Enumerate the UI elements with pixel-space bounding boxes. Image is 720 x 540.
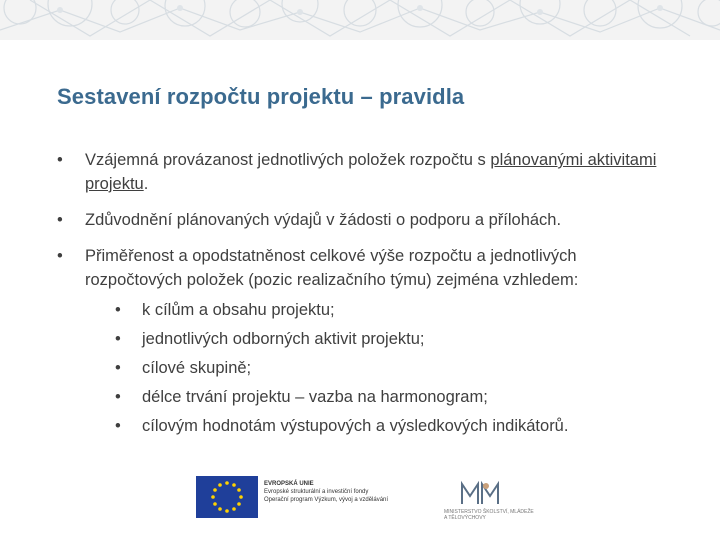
sub-bullet-list — [85, 296, 657, 441]
eu-flag-icon — [196, 476, 258, 518]
sub-bullet-text: délce trvání projektu – vazba na harmonogram; — [142, 388, 488, 406]
bullet-item-3 — [57, 244, 657, 441]
eu-logo-text — [264, 480, 439, 504]
bullet-1-text-start: Vzájemná provázanost jednotlivých položek rozpočtu s — [85, 151, 491, 169]
sub-bullet-dot: • — [115, 388, 121, 406]
bullet-1-underlined-text: plánovanými aktivitami projektu — [85, 151, 657, 193]
sub-bullet-text: jednotlivých odborných aktivit projektu; — [142, 330, 425, 348]
sub-bullet-item — [85, 325, 657, 354]
sub-bullet-dot: • — [115, 417, 121, 435]
eu-title: EVROPSKÁ UNIE — [264, 481, 314, 487]
slide-title: Sestavení rozpočtu projektu – pravidla — [57, 84, 465, 109]
bullet-item-1 — [57, 148, 657, 196]
sub-bullet-item — [85, 354, 657, 383]
bullet-2-text: Zdůvodnění plánovaných výdajů v žádosti o podporu a přílohách. — [85, 211, 562, 229]
bullet-1-text-end: . — [143, 175, 149, 193]
sub-bullet-item — [85, 412, 657, 441]
bullet-3-text: Přiměřenost a opodstatněnost celkové výše rozpočtu a jednotlivých rozpočtových položek (pozic realizačního týmu) zejména vzhledem: — [85, 247, 579, 289]
bullet-dot: • — [57, 211, 63, 229]
sub-bullet-dot: • — [115, 359, 121, 377]
sub-bullet-dot: • — [115, 330, 121, 348]
bullet-item-2 — [57, 208, 657, 232]
bullet-dot: • — [57, 151, 63, 169]
sub-bullet-dot: • — [115, 301, 121, 319]
eu-funds-line: Evropské strukturální a investiční fondy — [264, 489, 369, 495]
sub-bullet-text: k cílům a obsahu projektu; — [142, 301, 335, 319]
sub-bullet-item — [85, 383, 657, 412]
bullet-list — [57, 148, 657, 453]
eu-program-line: Operační program Výzkum, vývoj a vzdělávání — [264, 497, 389, 503]
sub-bullet-item — [85, 296, 657, 325]
sub-bullet-text: cílové skupině; — [142, 359, 252, 377]
banner-pattern — [0, 0, 720, 40]
header-banner — [0, 0, 720, 40]
ministry-name: MINISTERSTVO ŠKOLSTVÍ, MLÁDEŽE A TĚLOVÝCHOVY — [444, 509, 534, 521]
bullet-dot: • — [57, 247, 63, 265]
sub-bullet-text: cílovým hodnotám výstupových a výsledkových indikátorů. — [142, 417, 569, 435]
